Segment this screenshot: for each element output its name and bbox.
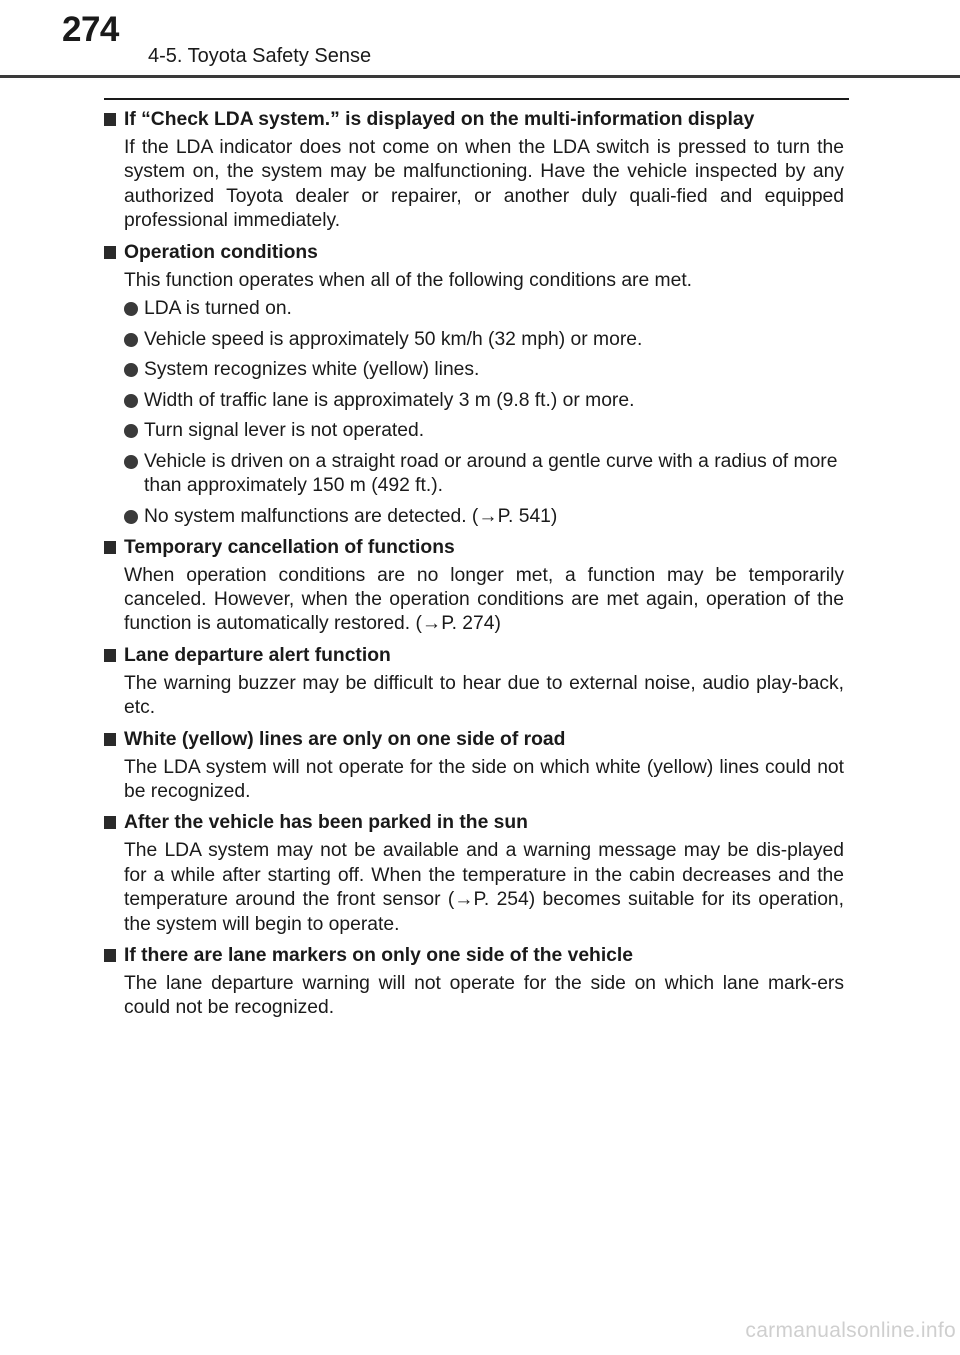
square-bullet-icon <box>104 816 116 829</box>
section-body: When operation conditions are no longer met, a function may be temporarily canceled. However, when the operation conditions are met again, operation of the function is automatically restored. (→P. 274) <box>124 564 844 635</box>
section-temporary-cancellation <box>104 536 844 637</box>
section-heading-text: If there are lane markers on only one side of the vehicle <box>124 945 633 967</box>
section-heading-text: Lane departure alert function <box>124 644 391 666</box>
square-bullet-icon <box>104 541 116 554</box>
section-parked-in-sun <box>104 811 844 937</box>
section-heading-text: If “Check LDA system.” is displayed on the multi-information display <box>124 109 755 130</box>
list-item-text: Width of traffic lane is approximately 3 m (9.8 ft.) or more. <box>144 389 635 411</box>
header-divider <box>0 75 960 78</box>
content-divider <box>104 98 849 100</box>
square-bullet-icon <box>104 649 116 662</box>
list-item-text: Turn signal lever is not operated. <box>144 420 425 442</box>
section-lines-one-side <box>104 728 844 805</box>
section-heading <box>104 944 844 968</box>
section-heading-text: After the vehicle has been parked in the sun <box>124 812 528 834</box>
round-bullet-icon <box>124 424 138 438</box>
list-item <box>124 505 844 529</box>
list-item <box>124 358 844 382</box>
round-bullet-icon <box>124 363 138 377</box>
list-item <box>124 328 844 352</box>
conditions-list <box>104 297 844 529</box>
section-lane-departure-alert <box>104 644 844 721</box>
section-body: The LDA system will not operate for the side on which white (yellow) lines could not be recognized. <box>124 756 844 803</box>
list-item <box>124 450 844 499</box>
round-bullet-icon <box>124 302 138 316</box>
round-bullet-icon <box>124 394 138 408</box>
square-bullet-icon <box>104 949 116 962</box>
watermark: carmanualsonline.info <box>745 1319 956 1342</box>
list-item <box>124 389 844 413</box>
section-heading <box>104 728 844 752</box>
list-item <box>124 419 844 443</box>
square-bullet-icon <box>104 733 116 746</box>
section-heading-text: Operation conditions <box>124 241 318 263</box>
section-heading-text: Temporary cancellation of functions <box>124 536 455 558</box>
section-heading <box>104 108 844 132</box>
page-content <box>104 108 844 1028</box>
list-item-text: Vehicle speed is approximately 50 km/h (32 mph) or more. <box>144 328 643 350</box>
section-body: This function operates when all of the following conditions are met. <box>124 269 693 291</box>
square-bullet-icon <box>104 113 116 126</box>
list-item-text: Vehicle is driven on a straight road or around a gentle curve with a radius of more than approximately 150 m (492 ft.). <box>144 451 838 497</box>
list-item-text: LDA is turned on. <box>144 298 292 320</box>
round-bullet-icon <box>124 333 138 347</box>
section-operation-conditions <box>104 241 844 530</box>
list-item <box>124 297 844 321</box>
section-heading <box>104 536 844 560</box>
section-body: If the LDA indicator does not come on when the LDA switch is pressed to turn the system on, the system may be malfunctioning. Have the vehicle inspected by any authorized Toyota dealer or repairer, or another duly quali-fied and equipped professional immediately. <box>124 137 844 232</box>
section-heading <box>104 811 844 835</box>
list-item-text: System recognizes white (yellow) lines. <box>144 359 480 381</box>
section-body: The LDA system may not be available and a warning message may be dis-played for a while after starting off. When the temperature in the cabin decreases and the temperature around the front sensor (→P. 254) becomes suitable for its operation, the system will begin to operate. <box>124 840 844 935</box>
list-item-text: No system malfunctions are detected. (→P. 541) <box>144 506 558 527</box>
page-header <box>0 0 960 78</box>
chapter-title: 4-5. Toyota Safety Sense <box>148 45 372 67</box>
page-number: 274 <box>62 10 119 49</box>
round-bullet-icon <box>124 455 138 469</box>
section-lane-markers-one-side <box>104 944 844 1021</box>
round-bullet-icon <box>124 510 138 524</box>
section-body: The lane departure warning will not operate for the side on which lane mark-ers could not be recognized. <box>124 973 844 1019</box>
square-bullet-icon <box>104 246 116 259</box>
section-heading-text: White (yellow) lines are only on one side of road <box>124 728 566 750</box>
section-heading <box>104 644 844 668</box>
section-body: The warning buzzer may be difficult to hear due to external noise, audio play-back, etc. <box>124 672 844 719</box>
section-heading <box>104 241 844 265</box>
section-check-lda <box>104 108 844 234</box>
